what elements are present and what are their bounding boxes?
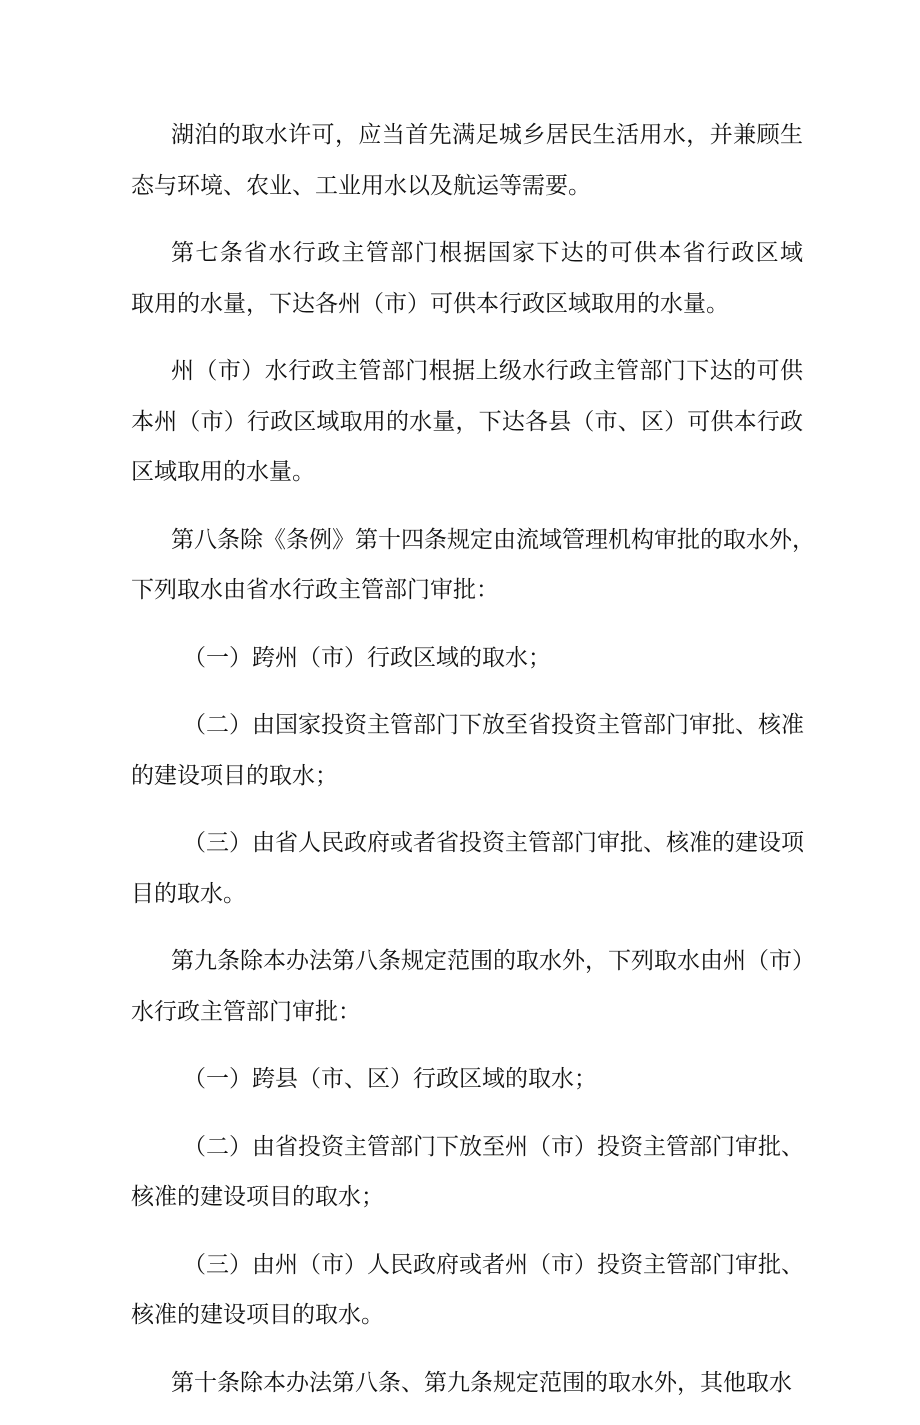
text-line: 第七条省水行政主管部门根据国家下达的可供本省行政区域 (171, 240, 803, 266)
text-line: 第十条除本办法第八条、第九条规定范围的取水外，其他取水 (171, 1369, 792, 1396)
text-line: 第九条除本办法第八条规定范围的取水外，下列取水由州（市） (171, 948, 815, 974)
text-line: 取用的水量，下达各州（市）可供本行政区域取用的水量。 (131, 290, 729, 317)
paragraph (131, 936, 815, 1037)
text-line: 州（市）水行政主管部门根据上级水行政主管部门下达的可供 (171, 358, 803, 384)
text-line: （一）跨州（市）行政区域的取水； (183, 644, 551, 671)
text-line: 核准的建设项目的取水。 (131, 1302, 384, 1328)
text-line: 第八条除《条例》第十四条规定由流域管理机构审批的取水外， (171, 526, 815, 553)
list-item (131, 1122, 803, 1223)
text-line: 湖泊的取水许可，应当首先满足城乡居民生活用水，并兼顾生 (171, 122, 803, 148)
text-line: 区域取用的水量。 (131, 459, 315, 485)
text-line: （三）由省人民政府或者省投资主管部门审批、核准的建设项 (183, 830, 804, 856)
text-line: 水行政主管部门审批： (131, 998, 361, 1025)
document-body (131, 110, 815, 1425)
paragraph (131, 110, 803, 211)
paragraph (131, 228, 803, 329)
text-line: （三）由州（市）人民政府或者州（市）投资主管部门审批、 (183, 1251, 804, 1278)
text-line: （一）跨县（市、区）行政区域的取水； (183, 1066, 597, 1092)
text-line: （二）由国家投资主管部门下放至省投资主管部门审批、核准 (183, 712, 804, 738)
text-line: 的建设项目的取水； (131, 762, 338, 789)
paragraph (131, 346, 803, 498)
text-line: 态与环境、农业、工业用水以及航运等需要。 (131, 172, 591, 199)
text-line: 核准的建设项目的取水； (131, 1184, 384, 1210)
list-item (131, 633, 803, 684)
text-line: （二）由省投资主管部门下放至州（市）投资主管部门审批、 (183, 1133, 804, 1160)
list-item (131, 1054, 803, 1105)
list-item (131, 818, 803, 919)
text-line: 目的取水。 (131, 880, 246, 907)
list-item (131, 1240, 803, 1341)
paragraph (131, 1358, 803, 1409)
paragraph (131, 515, 815, 616)
list-item (131, 700, 803, 801)
text-line: 本州（市）行政区域取用的水量，下达各县（市、区）可供本行政 (131, 408, 803, 435)
text-line: 下列取水由省水行政主管部门审批： (131, 577, 499, 603)
